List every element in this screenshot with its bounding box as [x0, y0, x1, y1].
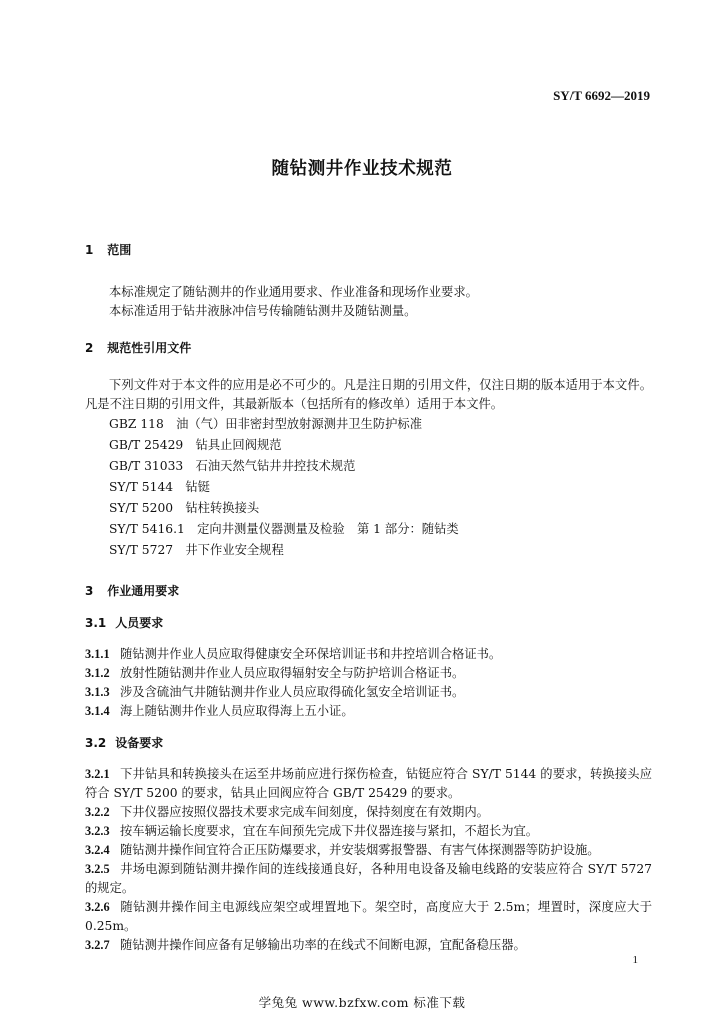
clause	[85, 860, 652, 898]
section-number: 1	[85, 243, 94, 257]
clause-text: 井场电源到随钻测井操作间的连线接通良好，各种用电设备及输电线路的安装应符合 SY/T 5727 的规定。	[85, 862, 652, 895]
clause-number: 3.2.6	[85, 900, 110, 914]
clause	[85, 936, 652, 955]
clause	[85, 702, 652, 721]
section-title: 规范性引用文件	[107, 341, 192, 355]
clause-number: 3.2.3	[85, 824, 110, 838]
subsection-heading-3-2	[85, 733, 652, 753]
clause-text: 按车辆运输长度要求，宜在车间预先完成下井仪器连接与紧扣，不超长为宜。	[120, 824, 539, 838]
section-heading-2	[85, 338, 652, 358]
paragraph: 本标准适用于钻井液脉冲信号传输随钻测井及随钻测量。	[109, 304, 417, 318]
clause-text: 下井仪器应按照仪器技术要求完成车间刻度，保持刻度在有效期内。	[120, 805, 489, 819]
document-body	[85, 240, 652, 955]
standard-code: SY/T 6692—2019	[553, 88, 650, 103]
section-title: 作业通用要求	[107, 584, 180, 598]
section-heading-3	[85, 581, 652, 601]
clause-number: 3.2.5	[85, 862, 110, 876]
clause	[85, 683, 652, 702]
clause-number: 3.2.7	[85, 938, 110, 952]
reference-item: SY/T 5727 井下作业安全规程	[109, 543, 284, 557]
section-number: 3	[85, 584, 94, 598]
paragraph: 本标准规定了随钻测井的作业通用要求、作业准备和现场作业要求。	[109, 285, 478, 299]
clause-number: 3.2.2	[85, 805, 110, 819]
clause	[85, 645, 652, 664]
clause-text: 涉及含硫油气井随钻测井作业人员应取得硫化氢安全培训证书。	[120, 685, 465, 699]
clause-text: 随钻测井操作间应备有足够输出功率的在线式不间断电源，宜配备稳压器。	[120, 938, 526, 952]
subsection-title: 人员要求	[115, 616, 164, 630]
reference-item: GB/T 25429 钻具止回阀规范	[109, 438, 282, 452]
clause	[85, 664, 652, 683]
reference-item: GBZ 118 油（气）田非密封型放射源测井卫生防护标准	[109, 417, 423, 431]
clause-number: 3.1.2	[85, 666, 110, 680]
reference-item: SY/T 5416.1 定向井测量仪器测量及检验 第 1 部分：随钻类	[109, 522, 459, 536]
section-title: 范围	[107, 243, 132, 257]
clause-text: 随钻测井操作间宜符合正压防爆要求，并安装烟雾报警器、有害气体探测器等防护设施。	[120, 843, 600, 857]
clause-text: 放射性随钻测井作业人员应取得辐射安全与防护培训合格证书。	[120, 666, 465, 680]
clause	[85, 822, 652, 841]
reference-item: GB/T 31033 石油天然气钻井井控技术规范	[109, 459, 356, 473]
page-number: 1	[632, 954, 638, 966]
subsection-number: 3.2	[85, 736, 107, 750]
clause-number: 3.1.3	[85, 685, 110, 699]
document-title: 随钻测井作业技术规范	[271, 159, 453, 179]
section-heading-1	[85, 240, 652, 260]
clause-number: 3.2.1	[85, 767, 110, 781]
clause-text: 下井钻具和转换接头在运至井场前应进行探伤检查，钻铤应符合 SY/T 5144 的要求，转换接头应符合 SY/T 5200 的要求，钻具止回阀应符合 GB/T 25429 的要求。	[85, 767, 652, 800]
paragraph: 下列文件对于本文件的应用是必不可少的。凡是注日期的引用文件，仅注日期的版本适用于本文件。凡是不注日期的引用文件，其最新版本（包括所有的修改单）适用于本文件。	[85, 378, 652, 411]
clause-text: 海上随钻测井作业人员应取得海上五小证。	[120, 704, 354, 718]
clause-text: 随钻测井作业人员应取得健康安全环保培训证书和井控培训合格证书。	[120, 647, 502, 661]
clause-text: 随钻测井操作间主电源线应架空或埋置地下。架空时，高度应大于 2.5m；埋置时，深度应大于 0.25m。	[85, 900, 652, 933]
clause-number: 3.1.1	[85, 647, 110, 661]
subsection-number: 3.1	[85, 616, 107, 630]
section-number: 2	[85, 341, 94, 355]
footer-watermark-link[interactable]: 学兔兔 www.bzfxw.com 标准下载	[258, 995, 466, 1010]
clause	[85, 841, 652, 860]
reference-item: SY/T 5200 钻柱转换接头	[109, 501, 260, 515]
clause-number: 3.2.4	[85, 843, 110, 857]
clause	[85, 803, 652, 822]
clause	[85, 765, 652, 803]
reference-item: SY/T 5144 钻铤	[109, 480, 210, 494]
clause-number: 3.1.4	[85, 704, 110, 718]
subsection-heading-3-1	[85, 613, 652, 633]
subsection-title: 设备要求	[115, 736, 164, 750]
clause	[85, 898, 652, 936]
